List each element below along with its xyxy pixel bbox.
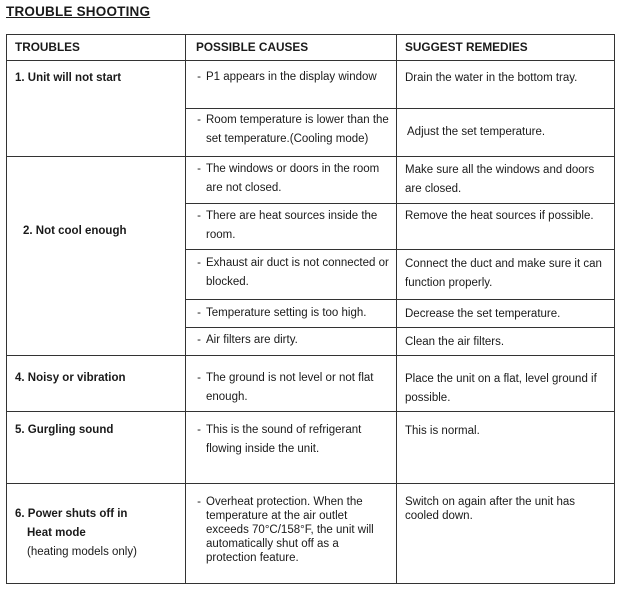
trouble-cell <box>7 484 186 584</box>
cause-cell <box>186 61 397 109</box>
table-row <box>7 412 615 484</box>
bullet-dash: - <box>197 334 201 346</box>
cause-text: Exhaust air duct is not connected or blocked. <box>206 257 389 288</box>
remedy-cell <box>397 412 615 484</box>
remedy-cell <box>397 300 615 328</box>
cause-text: The ground is not level or not flat enough. <box>206 372 374 403</box>
remedy-cell <box>397 109 615 157</box>
cause-cell <box>186 356 397 412</box>
trouble-label-line2: Heat mode <box>27 527 86 539</box>
remedy-text: Clean the air filters. <box>405 336 505 348</box>
trouble-label: 4. Noisy or vibration <box>15 372 126 384</box>
trouble-cell <box>7 157 186 356</box>
header-troubles: TROUBLES <box>7 35 186 61</box>
bullet-dash: - <box>197 424 201 436</box>
bullet-dash: - <box>197 163 201 175</box>
cause-text: Overheat protection. When the temperature at the air outlet exceeds 70°C/158°F, the unit will automatically shut off as a protection feature. <box>206 496 374 564</box>
cause-cell <box>186 204 397 250</box>
trouble-note: (heating models only) <box>27 546 137 558</box>
bullet-dash: - <box>197 114 201 126</box>
remedy-cell <box>397 356 615 412</box>
remedy-text: Adjust the set temperature. <box>407 126 546 138</box>
remedy-text: Connect the duct and make sure it can function properly. <box>405 258 602 289</box>
remedy-text: Decrease the set temperature. <box>405 308 561 320</box>
cause-cell <box>186 412 397 484</box>
table-row <box>7 484 615 584</box>
cause-cell <box>186 328 397 356</box>
cause-text: This is the sound of refrigerant flowing inside the unit. <box>206 424 362 455</box>
trouble-cell <box>7 412 186 484</box>
cause-cell <box>186 484 397 584</box>
bullet-dash: - <box>197 71 201 83</box>
bullet-dash: - <box>197 496 201 508</box>
bullet-dash: - <box>197 307 201 319</box>
trouble-cell <box>7 356 186 412</box>
remedy-text: Switch on again after the unit has cooled down. <box>405 496 576 522</box>
table-row <box>7 356 615 412</box>
remedy-cell <box>397 61 615 109</box>
table-row <box>7 157 615 204</box>
remedy-text: Make sure all the windows and doors are closed. <box>405 164 595 195</box>
cause-cell <box>186 157 397 204</box>
cause-text: Air filters are dirty. <box>206 334 298 346</box>
cause-text: Room temperature is lower than the set temperature.(Cooling mode) <box>206 114 389 145</box>
table-row <box>7 61 615 109</box>
cause-cell <box>186 300 397 328</box>
trouble-label: 5. Gurgling sound <box>15 424 114 436</box>
bullet-dash: - <box>197 210 201 222</box>
cause-cell <box>186 250 397 300</box>
bullet-dash: - <box>197 372 201 384</box>
remedy-text: Drain the water in the bottom tray. <box>405 72 578 84</box>
trouble-label: 2. Not cool enough <box>23 224 127 237</box>
bullet-dash: - <box>197 257 201 269</box>
trouble-cell <box>7 61 186 157</box>
remedy-cell <box>397 484 615 584</box>
remedy-cell <box>397 204 615 250</box>
trouble-label: 1. Unit will not start <box>15 72 122 84</box>
remedy-cell <box>397 328 615 356</box>
page-title: TROUBLE SHOOTING <box>6 4 151 19</box>
remedy-text: Remove the heat sources if possible. <box>405 210 594 222</box>
cause-text: P1 appears in the display window <box>206 71 377 83</box>
remedy-cell <box>397 157 615 204</box>
table-header-row <box>7 35 615 61</box>
troubleshooting-table <box>6 34 615 584</box>
remedy-text: Place the unit on a flat, level ground if possible. <box>405 373 597 404</box>
header-remedies: SUGGEST REMEDIES <box>397 35 615 61</box>
cause-text: The windows or doors in the room are not closed. <box>206 163 380 194</box>
header-causes: POSSIBLE CAUSES <box>186 35 397 61</box>
cause-text: There are heat sources inside the room. <box>206 210 378 241</box>
trouble-label: 6. Power shuts off in <box>15 508 128 520</box>
cause-text: Temperature setting is too high. <box>206 307 367 319</box>
cause-cell <box>186 109 397 157</box>
remedy-cell <box>397 250 615 300</box>
remedy-text: This is normal. <box>405 425 480 437</box>
